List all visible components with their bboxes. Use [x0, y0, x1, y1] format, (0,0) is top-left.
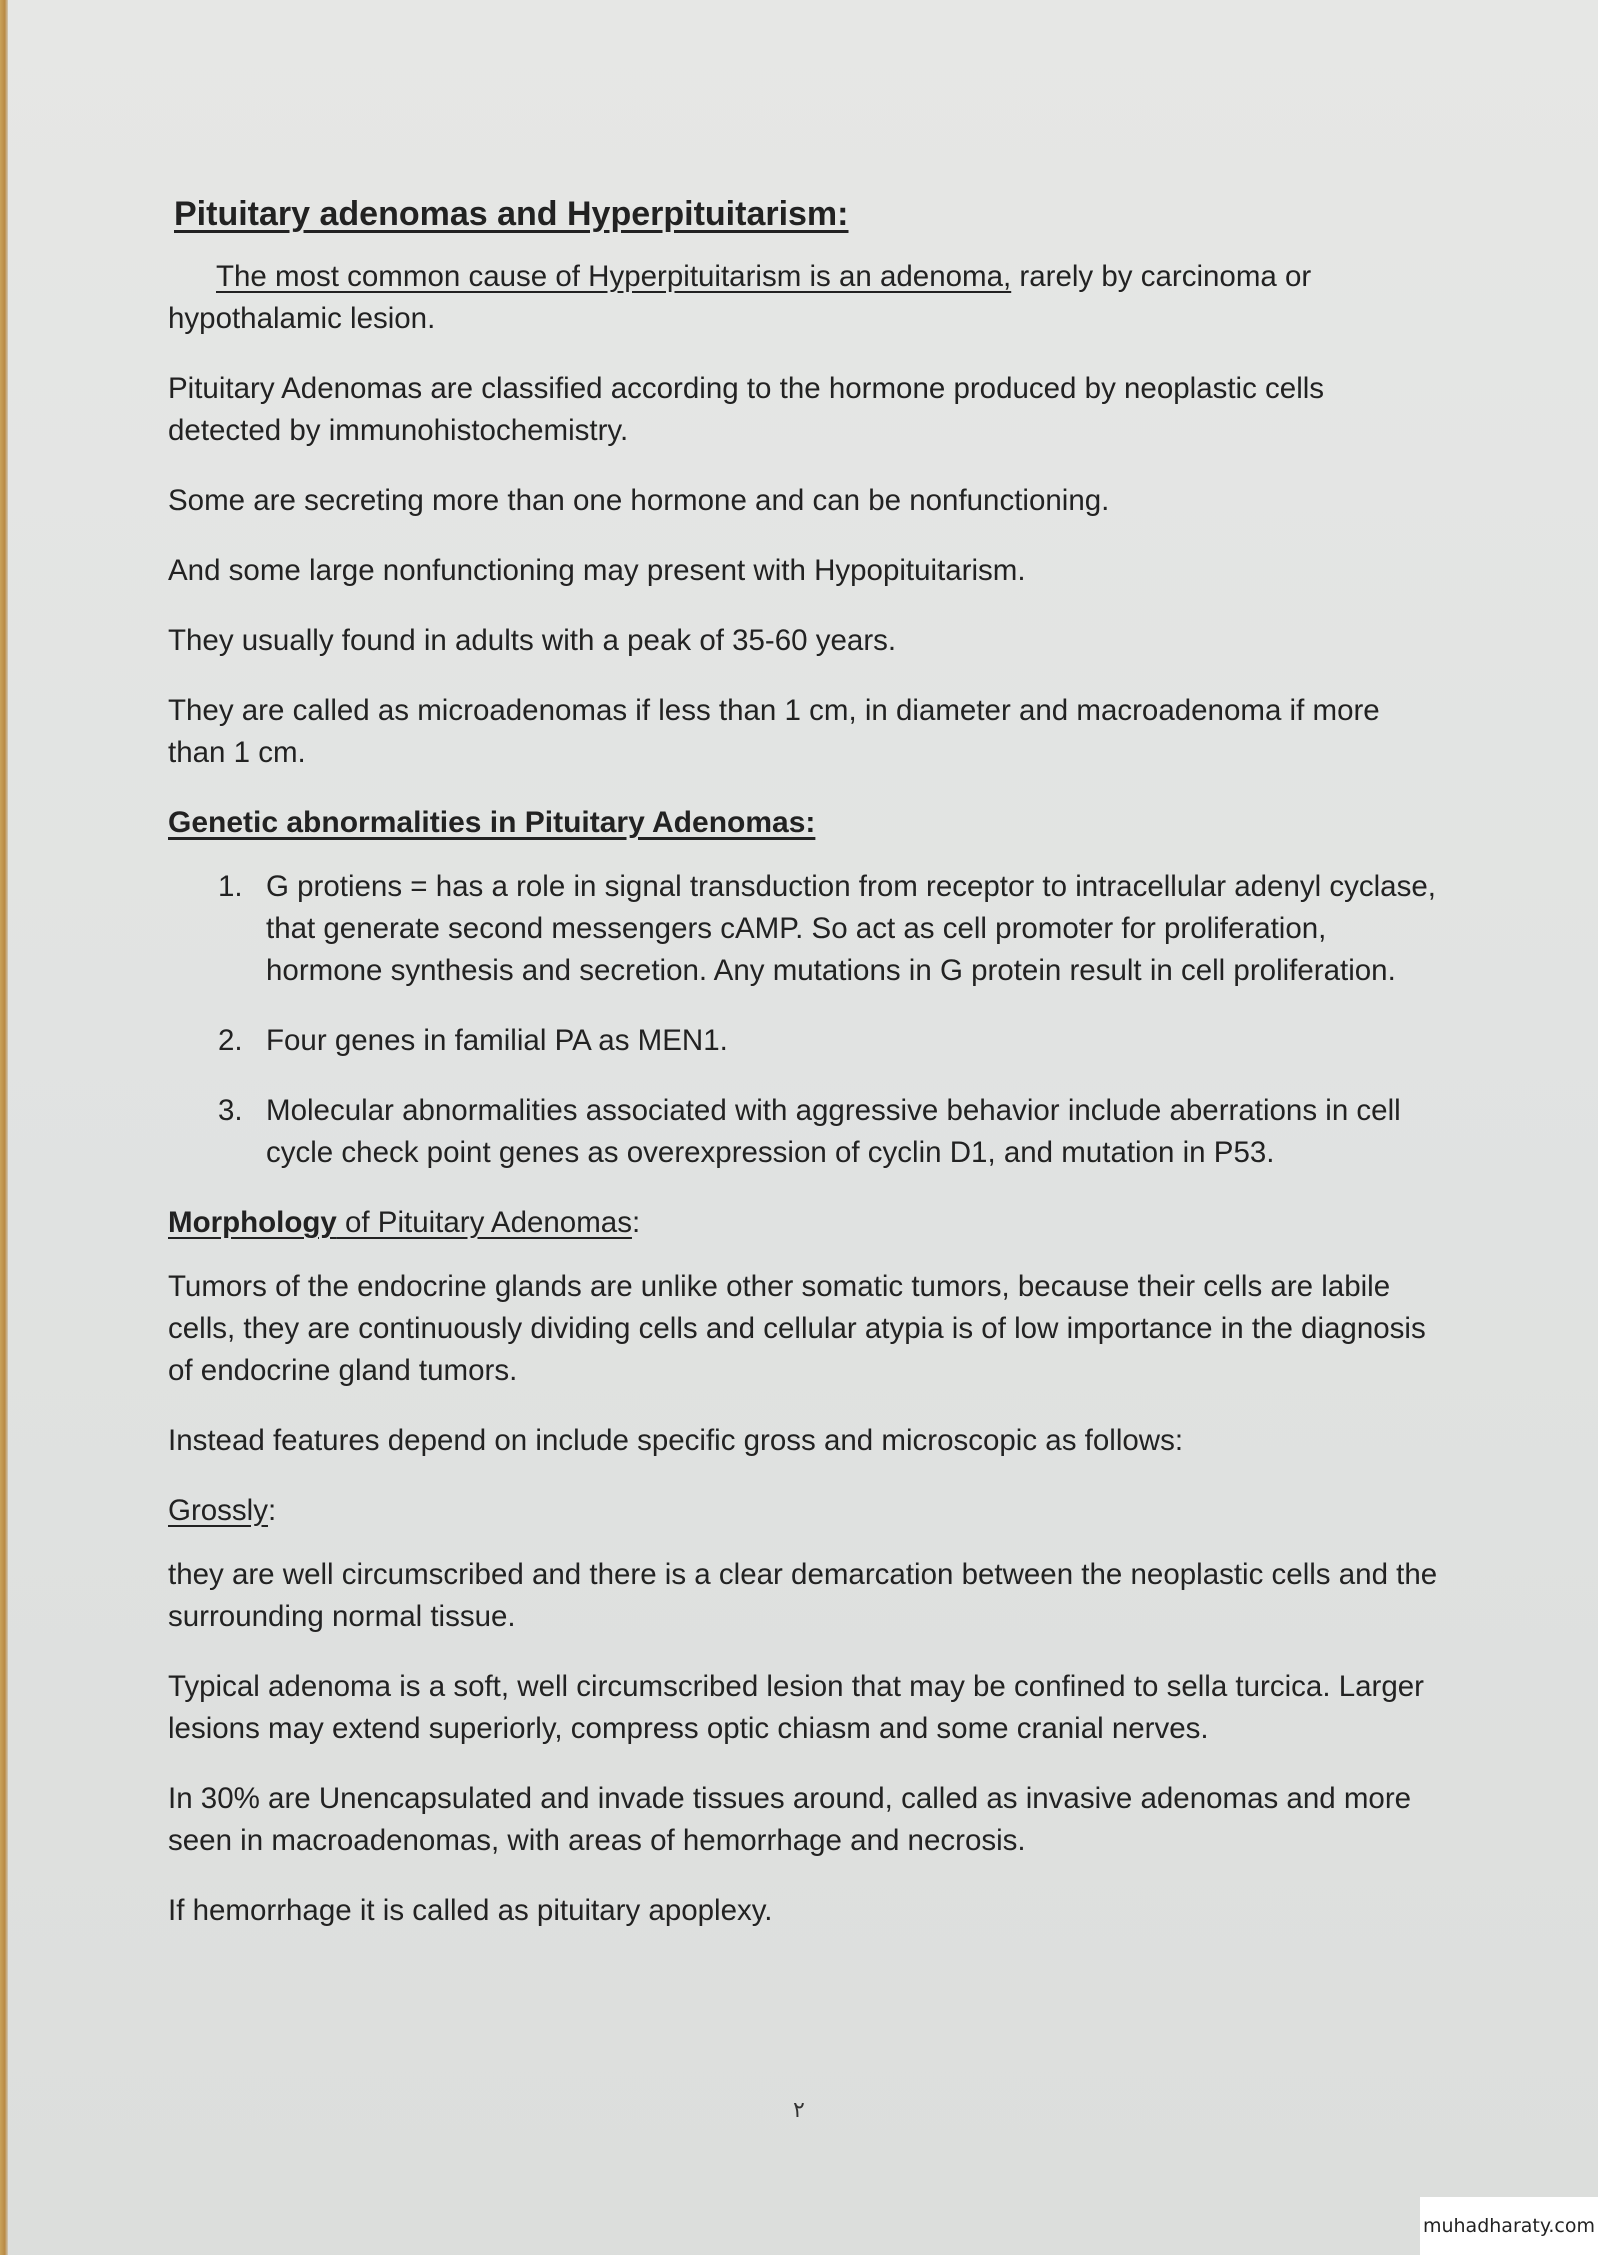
- grossly-heading-colon: :: [267, 1494, 277, 1527]
- paragraph-size: They are called as microadenomas if less than 1 cm, in diameter and macroadenoma if more than 1 cm.: [168, 694, 1380, 769]
- intro-rest-text: rarely by carcinoma or hypothalamic lesion.: [168, 260, 1312, 335]
- list-item: [168, 1020, 1438, 1062]
- list-item-text: G protiens = has a role in signal transduction from receptor to intracellular adenyl cyclase, that generate second messengers cAMP. So act as cell promoter for proliferation, hormone synthesis and secretion. Any mutations in G protein result in cell proliferation.: [266, 870, 1436, 987]
- paragraph-features: Instead features depend on include specific gross and microscopic as follows:: [168, 1424, 1184, 1457]
- paragraph-age-peak: They usually found in adults with a peak of 35-60 years.: [168, 624, 897, 657]
- document-page: [8, 0, 1598, 2255]
- page-title: Pituitary adenomas and Hyperpituitarism:: [174, 195, 849, 233]
- list-item-number: 3.: [218, 1094, 243, 1127]
- grossly-heading: [168, 1490, 1438, 1532]
- list-item-text: Four genes in familial PA as MEN1.: [266, 1024, 728, 1057]
- paragraph-circumscribed: they are well circumscribed and there is a clear demarcation between the neoplastic cells and the surrounding normal tissue.: [168, 1558, 1438, 1633]
- morphology-heading-bold: Morphology: [168, 1206, 337, 1239]
- paragraph-invasive: In 30% are Unencapsulated and invade tissues around, called as invasive adenomas and more seen in macroadenomas, with areas of hemorrhage and necrosis.: [168, 1782, 1412, 1857]
- binder-edge: [0, 0, 8, 2255]
- morphology-heading-normal: of Pituitary Adenomas: [336, 1206, 632, 1239]
- site-watermark: muhadharaty.com: [1420, 2197, 1598, 2255]
- genetic-list: [168, 866, 1438, 1174]
- paragraph-nonfunctioning: And some large nonfunctioning may present with Hypopituitarism.: [168, 554, 1026, 587]
- list-item-number: 1.: [218, 870, 243, 903]
- list-item-number: 2.: [218, 1024, 243, 1057]
- paragraph-secreting: Some are secreting more than one hormone and can be nonfunctioning.: [168, 484, 1110, 517]
- morphology-heading: [168, 1202, 1438, 1244]
- page-number: ٢: [793, 2098, 805, 2123]
- list-item: [168, 1090, 1438, 1174]
- list-item: [168, 866, 1438, 992]
- paragraph-typical-adenoma: Typical adenoma is a soft, well circumscribed lesion that may be confined to sella turcica. Larger lesions may extend superiorly, compress optic chiasm and some cranial nerves.: [168, 1670, 1424, 1745]
- morphology-heading-colon: :: [631, 1206, 641, 1239]
- grossly-heading-text: Grossly: [168, 1494, 268, 1527]
- intro-underlined-text: The most common cause of Hyperpituitarism is an adenoma,: [216, 260, 1012, 293]
- paragraph-endocrine-tumors: Tumors of the endocrine glands are unlike other somatic tumors, because their cells are labile cells, they are continuously dividing cells and cellular atypia is of low importance in the diagnosis of endocrine gland tumors.: [168, 1270, 1426, 1387]
- intro-paragraph: [168, 256, 1438, 340]
- paragraph-apoplexy: If hemorrhage it is called as pituitary apoplexy.: [168, 1894, 773, 1927]
- page-content: [168, 190, 1438, 1960]
- genetic-heading: Genetic abnormalities in Pituitary Adenomas:: [168, 806, 816, 839]
- paragraph-classification: Pituitary Adenomas are classified according to the hormone produced by neoplastic cells detected by immunohistochemistry.: [168, 372, 1325, 447]
- list-item-text: Molecular abnormalities associated with aggressive behavior include aberrations in cell cycle check point genes as overexpression of cyclin D1, and mutation in P53.: [266, 1094, 1401, 1169]
